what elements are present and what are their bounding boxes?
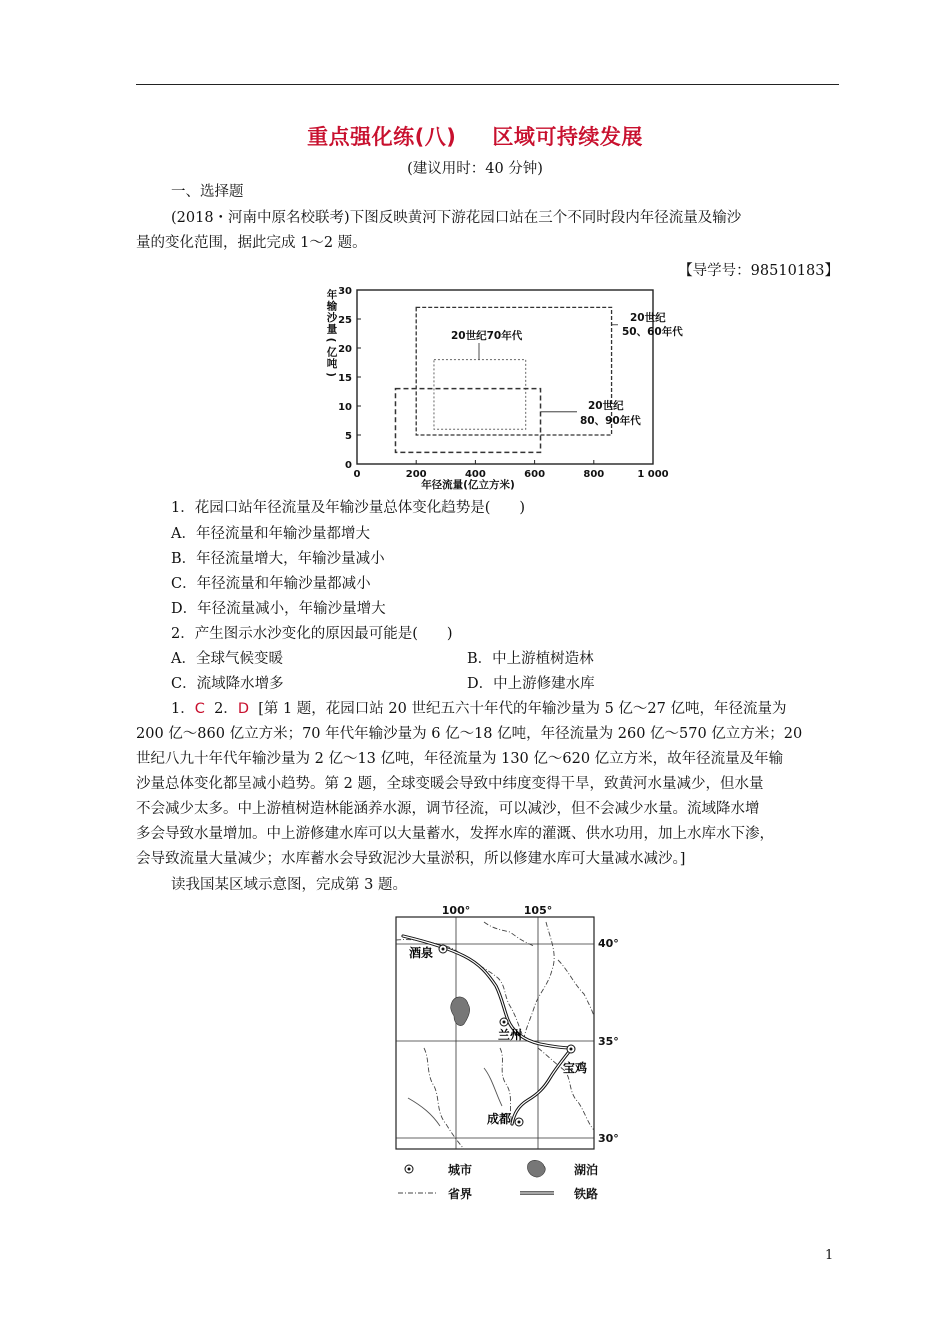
label-70s: 20世纪70年代 — [451, 330, 523, 342]
city-icon-dot — [503, 1021, 506, 1024]
intro-line-1: (2018・河南中原名校联考)下图反映黄河下游花园口站在三个不同时段内年径流量及输沙 — [171, 210, 742, 226]
label-80s-line2: 80、90年代 — [580, 415, 641, 427]
answer-line-1 — [171, 699, 841, 719]
answer-num-1: 1． — [171, 701, 195, 717]
city-label-lanzhou: 兰州 — [498, 1028, 523, 1042]
range-box-2 — [434, 360, 526, 430]
railway — [403, 936, 572, 1124]
city-chengdu — [487, 1111, 523, 1126]
q1-option-a: A．年径流量和年输沙量都增大 — [171, 526, 370, 542]
lon-label-100: 100° — [441, 904, 471, 917]
y-tick-label: 20 — [338, 344, 352, 355]
q1-option-d: D．年径流量减小，年输沙量增大 — [171, 601, 386, 617]
lat-label-40: 40° — [598, 937, 619, 950]
map-intro: 读我国某区域示意图，完成第 3 题。 — [171, 877, 407, 893]
q1-stem: 1．花园口站年径流量及年输沙量总体变化趋势是( ) — [171, 500, 526, 516]
runoff-sediment-chart — [318, 282, 698, 492]
lat-label-35: 35° — [598, 1035, 619, 1048]
x-tick-label: 600 — [524, 469, 546, 480]
legend-city-icon-dot — [408, 1168, 411, 1171]
explanation-line-4: 沙量总体变化都呈减小趋势。第 2 题，全球变暖会导致中纬度变得干旱，致黄河水量减少，但水量 — [136, 776, 764, 792]
y-axis-label-char: 量 — [326, 323, 338, 336]
y-axis-label-char: 沙 — [326, 312, 338, 324]
city-icon-dot — [570, 1048, 573, 1051]
map-legend — [398, 1160, 598, 1201]
label-50s-line1: 20世纪 — [630, 312, 666, 324]
y-axis-label-char: 输 — [326, 300, 338, 313]
label-80s-line1: 20世纪 — [588, 400, 624, 412]
q2-stem: 2．产生图示水沙变化的原因最可能是( ) — [171, 626, 453, 642]
page-number: 1 — [825, 1248, 834, 1263]
page-title — [0, 121, 950, 151]
q2-option-c: C．流域降水增多 — [171, 676, 284, 692]
suggested-time: (建议用时：40 分钟) — [407, 161, 543, 177]
explanation-line-7: 会导致流量大量减少；水库蓄水会导致泥沙大量淤积，所以修建水库可大量减水减沙。] — [136, 851, 686, 867]
lake-icon — [451, 997, 470, 1026]
city-jiuquan — [409, 945, 447, 960]
x-tick-label: 0 — [353, 469, 361, 480]
q2-option-b: B．中上游植树造林 — [467, 651, 594, 667]
region-map — [388, 898, 628, 1208]
city-icon-dot — [442, 948, 445, 951]
plot-frame — [357, 290, 653, 464]
y-tick-label: 15 — [338, 373, 352, 384]
q1-option-c: C．年径流量和年输沙量都减小 — [171, 576, 371, 592]
y-tick-label: 10 — [338, 402, 352, 413]
y-axis-label-char: 亿 — [326, 346, 338, 359]
guide-number: 【导学号：98510183】 — [678, 263, 839, 279]
railway-inner — [403, 936, 572, 1124]
range-box-3 — [395, 389, 540, 453]
answer-2: D — [237, 701, 249, 717]
answer-num-2: 2． — [214, 701, 238, 717]
city-icon-dot — [518, 1121, 521, 1124]
y-tick-label: 25 — [338, 315, 352, 326]
legend-city-label: 城市 — [448, 1163, 473, 1177]
explanation-line-5: 不会减少太多。中上游植树造林能涵养水源，调节径流，可以减沙，但不会减少水量。流域降水增 — [136, 801, 760, 817]
lat-label-30: 30° — [598, 1132, 619, 1145]
explanation-line-3: 世纪八九十年代年输沙量为 2 亿～13 亿吨，年径流量为 130 亿～620 亿立方米，故年径流量及年输 — [136, 751, 784, 767]
y-axis-label-char: ( — [325, 337, 337, 343]
q2-option-a: A．全球气候变暖 — [171, 651, 283, 667]
answer-1: C — [194, 701, 205, 717]
legend-lake-icon — [527, 1160, 545, 1177]
x-tick-label: 1 000 — [637, 469, 669, 480]
q1-option-b: B．年径流量增大，年输沙量减小 — [171, 551, 385, 567]
city-label-baoji: 宝鸡 — [563, 1061, 588, 1075]
header-rule — [136, 84, 839, 85]
city-label-jiuquan: 酒泉 — [409, 946, 434, 960]
x-tick-label: 800 — [583, 469, 605, 480]
legend-lake-label: 湖泊 — [574, 1163, 599, 1177]
explanation-line-1: [第 1 题，花园口站 20 世纪五六十年代的年输沙量为 5 亿～27 亿吨，年径流量为 — [258, 701, 787, 717]
y-axis-label-char: ) — [325, 372, 337, 377]
city-label-chengdu: 成都 — [487, 1112, 512, 1126]
y-tick-label: 30 — [338, 286, 352, 297]
x-tick-label: 200 — [405, 469, 427, 480]
x-tick-label: 400 — [464, 469, 486, 480]
city-baoji — [563, 1045, 587, 1075]
legend-railway-label: 铁路 — [574, 1187, 599, 1201]
q2-option-d: D．中上游修建水库 — [467, 676, 595, 692]
intro-line-2: 量的变化范围，据此完成 1～2 题。 — [136, 235, 367, 251]
y-axis-label-char: 年 — [326, 289, 338, 301]
label-50s-line2: 50、60年代 — [622, 326, 683, 338]
chart-plot — [325, 286, 683, 491]
y-tick-label: 5 — [345, 431, 352, 442]
lon-label-105: 105° — [523, 904, 553, 917]
section-heading: 一、选择题 — [171, 184, 244, 200]
y-tick-label: 0 — [345, 460, 352, 471]
title-left: 重点强化练(八) — [307, 125, 457, 149]
legend-border-label: 省界 — [448, 1187, 473, 1201]
title-right: 区域可持续发展 — [492, 125, 643, 149]
explanation-line-6: 多会导致水量增加。中上游修建水库可以大量蓄水，发挥水库的灌溉、供水功用，加上水库水下渗， — [136, 826, 774, 842]
y-axis-label-char: 吨 — [326, 358, 338, 370]
explanation-line-2: 200 亿～860 亿立方米；70 年代年输沙量为 6 亿～18 亿吨，年径流量为 260 亿～570 亿立方米；20 — [136, 726, 803, 742]
x-axis-label: 年径流量(亿立方米) — [421, 479, 515, 491]
